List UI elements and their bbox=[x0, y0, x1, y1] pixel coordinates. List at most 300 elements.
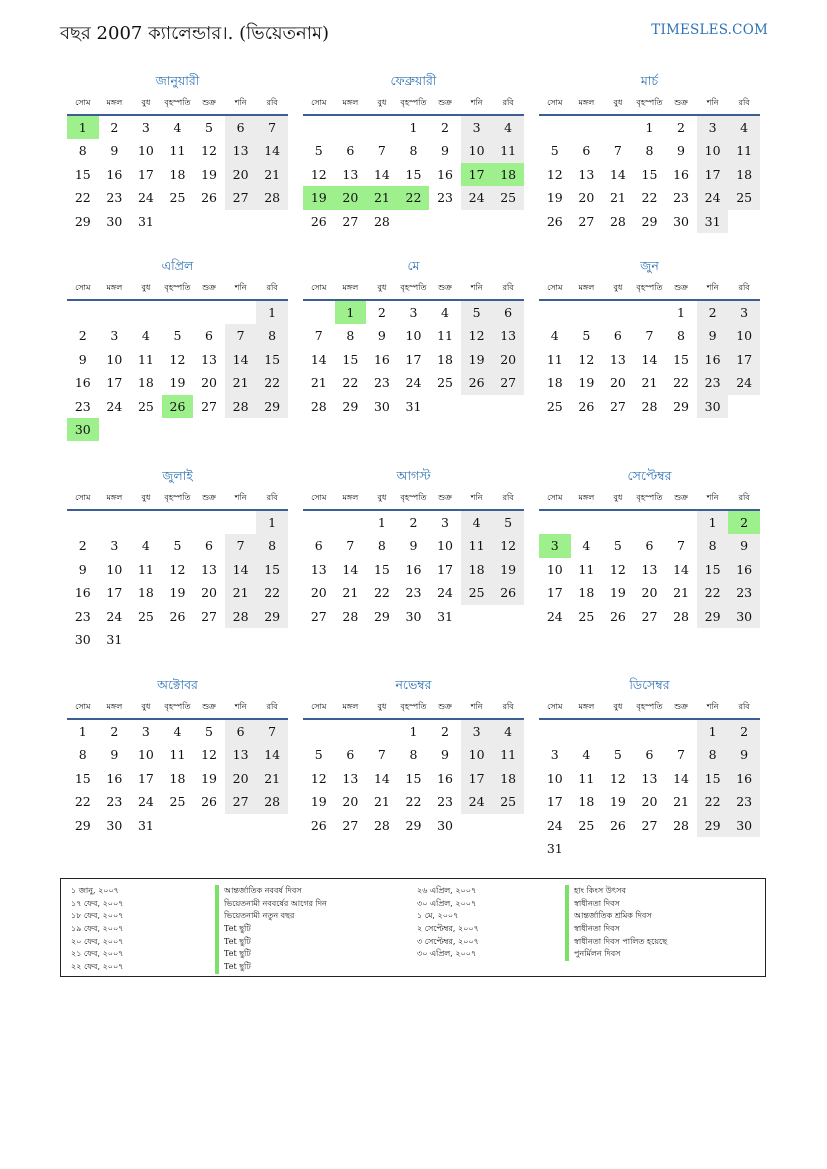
day-cell[interactable]: 15 bbox=[342, 351, 359, 367]
day-cell[interactable]: 3 bbox=[409, 305, 418, 320]
day-cell[interactable]: 14 bbox=[256, 139, 288, 162]
day-cell[interactable]: 28 bbox=[673, 608, 689, 624]
day-cell[interactable]: 18 bbox=[137, 585, 154, 601]
day-cell[interactable]: 6 bbox=[205, 538, 213, 554]
day-cell[interactable]: 21 bbox=[342, 585, 359, 601]
day-cell[interactable]: 19 bbox=[461, 348, 493, 371]
day-cell[interactable]: 1 bbox=[677, 305, 685, 320]
day-cell[interactable]: 17 bbox=[106, 585, 123, 601]
day-cell[interactable]: 25 bbox=[578, 608, 595, 624]
day-cell[interactable]: 5 bbox=[173, 328, 182, 344]
day-cell[interactable]: 23 bbox=[74, 608, 91, 624]
holiday-day-cell[interactable]: 21 bbox=[366, 186, 398, 209]
day-cell[interactable]: 5 bbox=[613, 538, 622, 554]
day-cell[interactable]: 7 bbox=[256, 720, 288, 743]
day-cell[interactable]: 22 bbox=[641, 190, 658, 206]
day-cell[interactable]: 12 bbox=[169, 561, 186, 577]
day-cell[interactable]: 10 bbox=[546, 561, 563, 577]
day-cell[interactable]: 27 bbox=[641, 817, 658, 833]
day-cell[interactable]: 18 bbox=[578, 585, 595, 601]
day-cell[interactable]: 12 bbox=[201, 143, 217, 159]
day-cell[interactable]: 21 bbox=[609, 190, 626, 206]
day-cell[interactable]: 27 bbox=[641, 608, 658, 624]
day-cell[interactable]: 2 bbox=[677, 120, 685, 135]
day-cell[interactable]: 1 bbox=[256, 511, 288, 534]
day-cell[interactable]: 24 bbox=[697, 186, 729, 209]
day-cell[interactable]: 7 bbox=[377, 747, 386, 763]
day-cell[interactable]: 4 bbox=[461, 511, 493, 534]
day-cell[interactable]: 24 bbox=[461, 186, 493, 209]
holiday-day-cell[interactable]: 30 bbox=[67, 418, 99, 441]
day-cell[interactable]: 13 bbox=[578, 166, 595, 182]
day-cell[interactable]: 27 bbox=[201, 398, 217, 414]
day-cell[interactable]: 8 bbox=[78, 747, 87, 763]
day-cell[interactable]: 11 bbox=[137, 351, 154, 367]
day-cell[interactable]: 6 bbox=[205, 328, 213, 344]
day-cell[interactable]: 13 bbox=[310, 561, 327, 577]
day-cell[interactable]: 12 bbox=[492, 534, 524, 557]
day-cell[interactable]: 2 bbox=[441, 724, 449, 739]
day-cell[interactable]: 27 bbox=[609, 398, 626, 414]
day-cell[interactable]: 19 bbox=[201, 166, 217, 182]
day-cell[interactable]: 28 bbox=[310, 398, 327, 414]
day-cell[interactable]: 1 bbox=[697, 720, 729, 743]
day-cell[interactable]: 13 bbox=[342, 166, 359, 182]
day-cell[interactable]: 9 bbox=[728, 743, 760, 766]
day-cell[interactable]: 24 bbox=[137, 190, 154, 206]
day-cell[interactable]: 22 bbox=[697, 581, 729, 604]
day-cell[interactable]: 8 bbox=[256, 534, 288, 557]
day-cell[interactable]: 29 bbox=[697, 814, 729, 837]
day-cell[interactable]: 13 bbox=[225, 743, 257, 766]
day-cell[interactable]: 25 bbox=[546, 398, 563, 414]
day-cell[interactable]: 15 bbox=[673, 351, 689, 367]
day-cell[interactable]: 19 bbox=[169, 375, 186, 391]
day-cell[interactable]: 13 bbox=[609, 351, 626, 367]
day-cell[interactable]: 5 bbox=[461, 301, 493, 324]
day-cell[interactable]: 23 bbox=[405, 585, 422, 601]
day-cell[interactable]: 14 bbox=[373, 770, 390, 786]
day-cell[interactable]: 12 bbox=[546, 166, 563, 182]
day-cell[interactable]: 15 bbox=[697, 767, 729, 790]
day-cell[interactable]: 5 bbox=[173, 538, 182, 554]
day-cell[interactable]: 22 bbox=[697, 790, 729, 813]
day-cell[interactable]: 15 bbox=[256, 558, 288, 581]
day-cell[interactable]: 28 bbox=[256, 186, 288, 209]
day-cell[interactable]: 8 bbox=[346, 328, 355, 344]
day-cell[interactable]: 20 bbox=[641, 794, 658, 810]
day-cell[interactable]: 3 bbox=[728, 301, 760, 324]
day-cell[interactable]: 12 bbox=[169, 351, 186, 367]
day-cell[interactable]: 22 bbox=[256, 581, 288, 604]
day-cell[interactable]: 2 bbox=[110, 724, 119, 739]
day-cell[interactable]: 12 bbox=[310, 166, 327, 182]
day-cell[interactable]: 4 bbox=[441, 305, 449, 320]
day-cell[interactable]: 23 bbox=[74, 398, 91, 414]
day-cell[interactable]: 17 bbox=[546, 794, 563, 810]
day-cell[interactable]: 31 bbox=[137, 213, 154, 229]
day-cell[interactable]: 2 bbox=[110, 120, 119, 135]
day-cell[interactable]: 1 bbox=[645, 120, 654, 135]
day-cell[interactable]: 9 bbox=[728, 534, 760, 557]
day-cell[interactable]: 30 bbox=[405, 608, 422, 624]
day-cell[interactable]: 17 bbox=[697, 163, 729, 186]
day-cell[interactable]: 28 bbox=[373, 213, 390, 229]
day-cell[interactable]: 25 bbox=[437, 375, 453, 391]
day-cell[interactable]: 16 bbox=[437, 770, 453, 786]
day-cell[interactable]: 24 bbox=[137, 794, 154, 810]
day-cell[interactable]: 30 bbox=[728, 814, 760, 837]
day-cell[interactable]: 9 bbox=[78, 561, 87, 577]
day-cell[interactable]: 30 bbox=[673, 213, 689, 229]
day-cell[interactable]: 31 bbox=[106, 631, 123, 647]
day-cell[interactable]: 8 bbox=[409, 143, 418, 159]
day-cell[interactable]: 13 bbox=[641, 770, 658, 786]
day-cell[interactable]: 17 bbox=[137, 770, 154, 786]
day-cell[interactable]: 12 bbox=[310, 770, 327, 786]
day-cell[interactable]: 16 bbox=[74, 375, 91, 391]
day-cell[interactable]: 14 bbox=[373, 166, 390, 182]
day-cell[interactable]: 19 bbox=[201, 770, 217, 786]
day-cell[interactable]: 18 bbox=[437, 351, 453, 367]
day-cell[interactable]: 22 bbox=[256, 371, 288, 394]
day-cell[interactable]: 7 bbox=[346, 538, 355, 554]
day-cell[interactable]: 23 bbox=[437, 794, 453, 810]
day-cell[interactable]: 4 bbox=[492, 116, 524, 139]
day-cell[interactable]: 4 bbox=[141, 538, 150, 554]
day-cell[interactable]: 14 bbox=[673, 561, 689, 577]
day-cell[interactable]: 29 bbox=[641, 213, 658, 229]
day-cell[interactable]: 21 bbox=[373, 794, 390, 810]
holiday-day-cell[interactable]: 3 bbox=[539, 534, 571, 557]
day-cell[interactable]: 18 bbox=[728, 163, 760, 186]
day-cell[interactable]: 10 bbox=[546, 770, 563, 786]
day-cell[interactable]: 22 bbox=[405, 794, 422, 810]
day-cell[interactable]: 7 bbox=[314, 328, 323, 344]
day-cell[interactable]: 8 bbox=[409, 747, 418, 763]
day-cell[interactable]: 23 bbox=[106, 190, 123, 206]
day-cell[interactable]: 24 bbox=[546, 608, 563, 624]
day-cell[interactable]: 22 bbox=[74, 190, 91, 206]
day-cell[interactable]: 24 bbox=[405, 375, 422, 391]
day-cell[interactable]: 9 bbox=[697, 324, 729, 347]
day-cell[interactable]: 20 bbox=[225, 163, 257, 186]
day-cell[interactable]: 20 bbox=[225, 767, 257, 790]
day-cell[interactable]: 25 bbox=[492, 790, 524, 813]
day-cell[interactable]: 6 bbox=[492, 301, 524, 324]
day-cell[interactable]: 27 bbox=[578, 213, 595, 229]
day-cell[interactable]: 30 bbox=[373, 398, 390, 414]
day-cell[interactable]: 3 bbox=[461, 720, 493, 743]
day-cell[interactable]: 14 bbox=[225, 558, 257, 581]
day-cell[interactable]: 6 bbox=[613, 328, 622, 344]
day-cell[interactable]: 5 bbox=[314, 143, 323, 159]
day-cell[interactable]: 17 bbox=[405, 351, 422, 367]
day-cell[interactable]: 28 bbox=[673, 817, 689, 833]
day-cell[interactable]: 7 bbox=[256, 116, 288, 139]
day-cell[interactable]: 7 bbox=[645, 328, 654, 344]
day-cell[interactable]: 28 bbox=[641, 398, 658, 414]
day-cell[interactable]: 6 bbox=[225, 720, 257, 743]
day-cell[interactable]: 9 bbox=[441, 143, 449, 159]
day-cell[interactable]: 23 bbox=[697, 371, 729, 394]
day-cell[interactable]: 26 bbox=[609, 817, 626, 833]
day-cell[interactable]: 4 bbox=[173, 120, 182, 135]
day-cell[interactable]: 10 bbox=[697, 139, 729, 162]
day-cell[interactable]: 17 bbox=[106, 375, 123, 391]
holiday-day-cell[interactable]: 19 bbox=[303, 186, 335, 209]
day-cell[interactable]: 1 bbox=[409, 120, 418, 135]
day-cell[interactable]: 13 bbox=[641, 561, 658, 577]
day-cell[interactable]: 3 bbox=[141, 120, 150, 135]
day-cell[interactable]: 14 bbox=[342, 561, 359, 577]
day-cell[interactable]: 23 bbox=[728, 790, 760, 813]
day-cell[interactable]: 11 bbox=[169, 747, 186, 763]
day-cell[interactable]: 24 bbox=[728, 371, 760, 394]
day-cell[interactable]: 13 bbox=[201, 561, 217, 577]
day-cell[interactable]: 11 bbox=[461, 534, 493, 557]
day-cell[interactable]: 3 bbox=[110, 538, 119, 554]
day-cell[interactable]: 21 bbox=[641, 375, 658, 391]
day-cell[interactable]: 30 bbox=[106, 213, 123, 229]
day-cell[interactable]: 17 bbox=[137, 166, 154, 182]
day-cell[interactable]: 1 bbox=[78, 724, 87, 739]
day-cell[interactable]: 2 bbox=[78, 538, 87, 554]
day-cell[interactable]: 26 bbox=[461, 371, 493, 394]
day-cell[interactable]: 4 bbox=[728, 116, 760, 139]
day-cell[interactable]: 9 bbox=[78, 351, 87, 367]
day-cell[interactable]: 17 bbox=[728, 348, 760, 371]
day-cell[interactable]: 22 bbox=[342, 375, 359, 391]
day-cell[interactable]: 22 bbox=[373, 585, 390, 601]
day-cell[interactable]: 17 bbox=[546, 585, 563, 601]
day-cell[interactable]: 24 bbox=[106, 608, 123, 624]
holiday-day-cell[interactable]: 17 bbox=[461, 163, 493, 186]
day-cell[interactable]: 19 bbox=[546, 190, 563, 206]
holiday-day-cell[interactable]: 22 bbox=[398, 186, 430, 209]
day-cell[interactable]: 3 bbox=[697, 116, 729, 139]
day-cell[interactable]: 18 bbox=[546, 375, 563, 391]
day-cell[interactable]: 28 bbox=[256, 790, 288, 813]
day-cell[interactable]: 5 bbox=[582, 328, 591, 344]
day-cell[interactable]: 12 bbox=[609, 561, 626, 577]
day-cell[interactable]: 15 bbox=[697, 558, 729, 581]
day-cell[interactable]: 1 bbox=[256, 301, 288, 324]
day-cell[interactable]: 26 bbox=[201, 190, 217, 206]
day-cell[interactable]: 25 bbox=[728, 186, 760, 209]
day-cell[interactable]: 5 bbox=[613, 747, 622, 763]
day-cell[interactable]: 20 bbox=[342, 794, 359, 810]
day-cell[interactable]: 23 bbox=[673, 190, 689, 206]
day-cell[interactable]: 14 bbox=[673, 770, 689, 786]
day-cell[interactable]: 13 bbox=[342, 770, 359, 786]
day-cell[interactable]: 12 bbox=[609, 770, 626, 786]
day-cell[interactable]: 18 bbox=[461, 558, 493, 581]
day-cell[interactable]: 15 bbox=[74, 166, 91, 182]
day-cell[interactable]: 6 bbox=[645, 747, 654, 763]
day-cell[interactable]: 21 bbox=[673, 585, 689, 601]
day-cell[interactable]: 19 bbox=[578, 375, 595, 391]
day-cell[interactable]: 27 bbox=[492, 371, 524, 394]
day-cell[interactable]: 5 bbox=[205, 120, 213, 135]
day-cell[interactable]: 25 bbox=[137, 398, 154, 414]
day-cell[interactable]: 26 bbox=[310, 817, 327, 833]
day-cell[interactable]: 6 bbox=[314, 538, 323, 554]
holiday-day-cell[interactable]: 20 bbox=[335, 186, 367, 209]
day-cell[interactable]: 3 bbox=[550, 747, 559, 763]
day-cell[interactable]: 1 bbox=[377, 515, 386, 530]
day-cell[interactable]: 25 bbox=[578, 817, 595, 833]
day-cell[interactable]: 18 bbox=[169, 166, 186, 182]
day-cell[interactable]: 24 bbox=[461, 790, 493, 813]
day-cell[interactable]: 24 bbox=[437, 585, 453, 601]
day-cell[interactable]: 16 bbox=[673, 166, 689, 182]
day-cell[interactable]: 26 bbox=[169, 608, 186, 624]
day-cell[interactable]: 18 bbox=[169, 770, 186, 786]
day-cell[interactable]: 21 bbox=[256, 767, 288, 790]
day-cell[interactable]: 12 bbox=[201, 747, 217, 763]
day-cell[interactable]: 5 bbox=[492, 511, 524, 534]
day-cell[interactable]: 25 bbox=[169, 794, 186, 810]
day-cell[interactable]: 2 bbox=[409, 515, 418, 530]
day-cell[interactable]: 9 bbox=[377, 328, 386, 344]
day-cell[interactable]: 11 bbox=[578, 561, 595, 577]
day-cell[interactable]: 4 bbox=[141, 328, 150, 344]
day-cell[interactable]: 8 bbox=[697, 743, 729, 766]
day-cell[interactable]: 9 bbox=[441, 747, 449, 763]
day-cell[interactable]: 18 bbox=[492, 767, 524, 790]
day-cell[interactable]: 13 bbox=[201, 351, 217, 367]
day-cell[interactable]: 31 bbox=[546, 840, 563, 856]
day-cell[interactable]: 29 bbox=[673, 398, 689, 414]
day-cell[interactable]: 8 bbox=[256, 324, 288, 347]
day-cell[interactable]: 31 bbox=[405, 398, 422, 414]
day-cell[interactable]: 30 bbox=[74, 631, 91, 647]
day-cell[interactable]: 29 bbox=[405, 817, 422, 833]
day-cell[interactable]: 26 bbox=[310, 213, 327, 229]
day-cell[interactable]: 12 bbox=[461, 324, 493, 347]
day-cell[interactable]: 17 bbox=[461, 767, 493, 790]
day-cell[interactable]: 2 bbox=[728, 720, 760, 743]
day-cell[interactable]: 25 bbox=[492, 186, 524, 209]
day-cell[interactable]: 21 bbox=[256, 163, 288, 186]
day-cell[interactable]: 11 bbox=[492, 139, 524, 162]
day-cell[interactable]: 10 bbox=[137, 747, 154, 763]
day-cell[interactable]: 10 bbox=[106, 351, 123, 367]
day-cell[interactable]: 15 bbox=[256, 348, 288, 371]
day-cell[interactable]: 9 bbox=[110, 143, 119, 159]
day-cell[interactable]: 6 bbox=[225, 116, 257, 139]
day-cell[interactable]: 20 bbox=[641, 585, 658, 601]
day-cell[interactable]: 6 bbox=[346, 143, 355, 159]
day-cell[interactable]: 4 bbox=[582, 538, 591, 554]
day-cell[interactable]: 23 bbox=[728, 581, 760, 604]
day-cell[interactable]: 20 bbox=[578, 190, 595, 206]
day-cell[interactable]: 6 bbox=[645, 538, 654, 554]
day-cell[interactable]: 21 bbox=[310, 375, 327, 391]
day-cell[interactable]: 30 bbox=[437, 817, 453, 833]
day-cell[interactable]: 15 bbox=[74, 770, 91, 786]
day-cell[interactable]: 2 bbox=[441, 120, 449, 135]
day-cell[interactable]: 29 bbox=[74, 817, 91, 833]
day-cell[interactable]: 26 bbox=[578, 398, 595, 414]
day-cell[interactable]: 14 bbox=[641, 351, 658, 367]
day-cell[interactable]: 31 bbox=[697, 210, 729, 233]
day-cell[interactable]: 5 bbox=[205, 724, 213, 739]
day-cell[interactable]: 26 bbox=[609, 608, 626, 624]
day-cell[interactable]: 16 bbox=[74, 585, 91, 601]
day-cell[interactable]: 18 bbox=[578, 794, 595, 810]
day-cell[interactable]: 29 bbox=[373, 608, 390, 624]
day-cell[interactable]: 15 bbox=[641, 166, 658, 182]
day-cell[interactable]: 27 bbox=[342, 817, 359, 833]
day-cell[interactable]: 9 bbox=[110, 747, 119, 763]
day-cell[interactable]: 29 bbox=[74, 213, 91, 229]
day-cell[interactable]: 10 bbox=[437, 538, 453, 554]
day-cell[interactable]: 27 bbox=[225, 186, 257, 209]
day-cell[interactable]: 13 bbox=[225, 139, 257, 162]
holiday-day-cell[interactable]: 26 bbox=[162, 395, 194, 418]
day-cell[interactable]: 7 bbox=[377, 143, 386, 159]
day-cell[interactable]: 16 bbox=[437, 166, 453, 182]
day-cell[interactable]: 19 bbox=[609, 585, 626, 601]
day-cell[interactable]: 10 bbox=[106, 561, 123, 577]
day-cell[interactable]: 3 bbox=[441, 515, 449, 530]
day-cell[interactable]: 10 bbox=[137, 143, 154, 159]
day-cell[interactable]: 10 bbox=[728, 324, 760, 347]
day-cell[interactable]: 16 bbox=[405, 561, 422, 577]
day-cell[interactable]: 3 bbox=[461, 116, 493, 139]
day-cell[interactable]: 27 bbox=[201, 608, 217, 624]
day-cell[interactable]: 25 bbox=[169, 190, 186, 206]
day-cell[interactable]: 4 bbox=[550, 328, 559, 344]
day-cell[interactable]: 21 bbox=[225, 371, 257, 394]
day-cell[interactable]: 18 bbox=[137, 375, 154, 391]
day-cell[interactable]: 30 bbox=[697, 395, 729, 418]
day-cell[interactable]: 25 bbox=[461, 581, 493, 604]
day-cell[interactable]: 7 bbox=[225, 324, 257, 347]
day-cell[interactable]: 9 bbox=[409, 538, 418, 554]
day-cell[interactable]: 14 bbox=[225, 348, 257, 371]
day-cell[interactable]: 5 bbox=[550, 143, 559, 159]
day-cell[interactable]: 2 bbox=[697, 301, 729, 324]
day-cell[interactable]: 31 bbox=[137, 817, 154, 833]
day-cell[interactable]: 29 bbox=[342, 398, 359, 414]
day-cell[interactable]: 4 bbox=[492, 720, 524, 743]
day-cell[interactable]: 19 bbox=[169, 585, 186, 601]
day-cell[interactable]: 16 bbox=[697, 348, 729, 371]
day-cell[interactable]: 22 bbox=[74, 794, 91, 810]
day-cell[interactable]: 29 bbox=[256, 605, 288, 628]
day-cell[interactable]: 20 bbox=[492, 348, 524, 371]
day-cell[interactable]: 9 bbox=[677, 143, 685, 159]
day-cell[interactable]: 20 bbox=[201, 375, 217, 391]
day-cell[interactable]: 23 bbox=[437, 190, 453, 206]
day-cell[interactable]: 11 bbox=[546, 351, 563, 367]
day-cell[interactable]: 30 bbox=[728, 605, 760, 628]
day-cell[interactable]: 29 bbox=[697, 605, 729, 628]
day-cell[interactable]: 2 bbox=[377, 305, 386, 320]
day-cell[interactable]: 20 bbox=[201, 585, 217, 601]
day-cell[interactable]: 24 bbox=[106, 398, 123, 414]
day-cell[interactable]: 6 bbox=[582, 143, 591, 159]
day-cell[interactable]: 31 bbox=[437, 608, 453, 624]
day-cell[interactable]: 11 bbox=[169, 143, 186, 159]
day-cell[interactable]: 2 bbox=[78, 328, 87, 344]
day-cell[interactable]: 20 bbox=[609, 375, 626, 391]
day-cell[interactable]: 8 bbox=[645, 143, 654, 159]
day-cell[interactable]: 12 bbox=[578, 351, 595, 367]
